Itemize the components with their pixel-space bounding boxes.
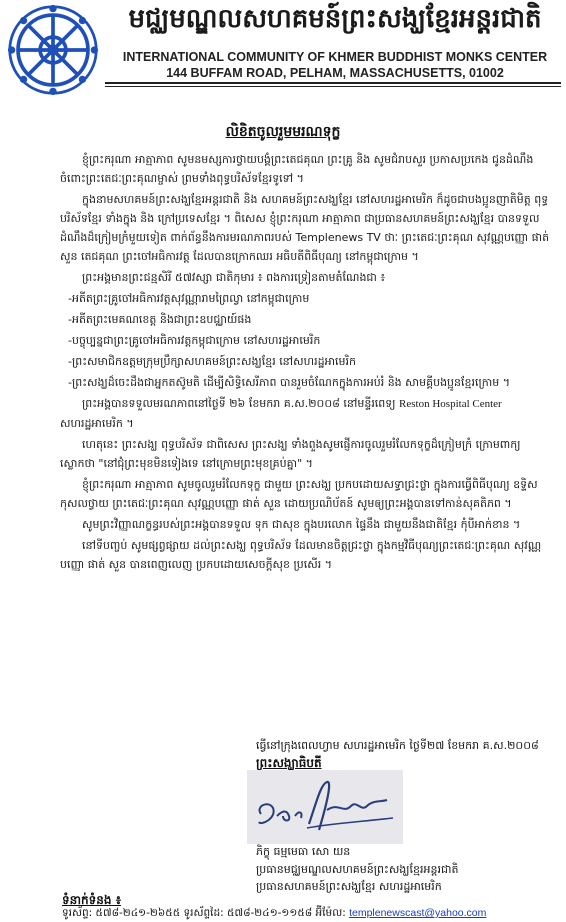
list-item: -ព្រះសង្ឃដ៏ចេះដឹងជាអ្នកតស៊ូមតិ ដើម្បីសិទ្ធិសេរីភាព បានរួមចំណែកក្នុងការអប់រំ និង សាមគ្គីបងប្អូនខ្មែរក្រោម ។ — [68, 376, 510, 389]
paragraph-participation: ខ្ញុំព្រះករុណា អាត្មាភាព សូមចូលរួមរំលែកទុក្ខ ជាមួយ ព្រះសង្ឃ ប្រកបដោយសទ្ធាជ្រះថ្លា ក្នុងការធ្វើពិធីបុណ្យ ឧទ្ទិសកុសលថ្វាយ ព្រះតេជៈព្រះគុណ សុវណ្ណបញ្ញោ ផាត់ សួន ដោយប្រណិប័តន៍ សូមឲ្យព្រះអង្គបានទៅកាន់សុគតិភព ។ — [60, 478, 538, 510]
paragraph-greeting: ខ្ញុំព្រះករុណា អាត្មាភាព សូមនមស្សការថ្វាយបង្គំព្រះតេជគុណ ព្រះគ្រូ និង សូមជំរាបសួរ ប្រកាសប្រកេង ជូនដំណឹងចំពោះព្រះតេជៈព្រះគុណម្ចាស់ ព្រមទាំងពុទ្ធបរិស័ទខ្មែរទូទៅ ។ — [60, 153, 534, 185]
signatory-position: ប្រធានមជ្ឈមណ្ឌលសហគមន៍ព្រះសង្ឃខ្មែរអន្តរជាតិ — [256, 863, 459, 876]
contact-line — [62, 907, 486, 922]
header-title-en: INTERNATIONAL COMMUNITY OF KHMER BUDDHIST MONKS CENTER — [122, 50, 548, 64]
header-divider — [105, 82, 561, 84]
dharma-wheel-icon — [7, 4, 99, 96]
paragraph-death — [60, 394, 550, 433]
list-item: -អតីតព្រះគ្រូចៅអធិការវត្តសុវណ្ណារាមព្រៃល្វា នៅកម្ពុជាក្រោម — [68, 292, 310, 305]
death-text-end: សហរដ្ឋអាមេរិក ។ — [60, 417, 134, 430]
header-title-km: មជ្ឈមណ្ឌលសហគមន៍ព្រះសង្ឃខ្មែរអន្តរជាតិ — [128, 4, 542, 34]
list-item: -បច្ចុប្បន្នជាព្រះគ្រូចៅអធិការវត្តកម្ពុជាក្រោម នៅសហរដ្ឋអាមេរិក — [68, 334, 321, 347]
signature-role: ព្រះសង្ឃាធិបតី — [256, 756, 322, 770]
paragraph-blessing: សូមព្រះវិញ្ញាណក្ខន្ធរបស់ព្រះអង្គបានទទួល ទុក ជាសុខ ក្នុងបរលោក ផ្ទៃនឹង ជាមួយនឹងជាតិខ្មែរ កុំបីអាក់ខាន ។ — [82, 518, 521, 531]
header-address: 144 BUFFAM ROAD, PELHAM, MASSACHUSETTS, 01002 — [166, 66, 504, 80]
list-item: -អតីតព្រះមេគណខេត្ត និងជាព្រះឧបជ្ឈាយ៍ផង — [68, 313, 252, 326]
contact-label: ទំនាក់ទំនង ៖ — [62, 893, 121, 907]
letter-body — [60, 150, 550, 576]
document-title: លិខិតចូលរួមមរណទុក្ខ — [225, 124, 341, 140]
email-link[interactable]: templenewscast@yahoo.com — [349, 907, 487, 919]
list-item: -ព្រះសមាជិកឧត្តមក្រុមប្រឹក្សាសហគមន៍ព្រះសង្ឃខ្មែរ នៅសហរដ្ឋអាមេរិក — [68, 355, 356, 368]
hospital-name: Reston Hospital Center — [399, 398, 502, 410]
header-divider-thin — [105, 86, 561, 87]
handwritten-signature — [247, 770, 403, 844]
signatory-position-2: ប្រធានសហគមន៍ព្រះសង្ឃខ្មែរ សហរដ្ឋអាមេរិក — [256, 880, 442, 893]
paragraph-condolence: ហេតុនេះ ព្រះសង្ឃ ពុទ្ធបរិស័ទ ជាពិសេស ព្រះសង្ឃ ទាំងពួងសូមផ្ញើការចូលរួមរំលែកទុក្ខដ៏ក្រៀមក្រំ ក្រោមពាក្យស្លោកថា "នៅជុំព្រះមុខមិនទៀងទេ នៅក្រោមព្រះមុខគ្រប់គ្នា" ។ — [60, 438, 521, 470]
signature-date: ធ្វើនៅក្រុងពេលហ្វាម សហរដ្ឋអាមេរិក ថ្ងៃទី២៧ ខែមករា គ.ស.២០០៨ — [256, 739, 539, 752]
paragraph-closing: នៅទីបញ្ចប់ សូមផ្សព្វផ្សាយ ដល់ព្រះសង្ឃ ពុទ្ធបរិស័ទ ដែលមានចិត្តជ្រះថ្លា ក្នុងកម្មវិធីបុណ្យព្រះតេជៈព្រះគុណ សុវណ្ណបញ្ញោ ផាត់ សួន បានពេញលេញ ប្រកបដោយសេចក្ដីសុខ ប្រសើរ ។ — [60, 539, 542, 571]
paragraph-announcement: ក្នុងនាមសហគមន៍ព្រះសង្ឃខ្មែរអន្តរជាតិ និង សហគមន៍ព្រះសង្ឃខ្មែរ នៅសហរដ្ឋអាមេរិក ក៏ដូចជាបងប្អូនញាតិមិត្ត ពុទ្ធបរិស័ទខ្មែរ ទាំងក្នុង និង ក្រៅប្រទេសខ្មែរ ។ ពិសេស ខ្ញុំព្រះករុណា អាត្មាភាព ជាប្រធានសហគមន៍ព្រះសង្ឃខ្មែរ បានទទួលដំណឹងដ៏ក្រៀមក្រំមួយទៀត ពាក់ព័ន្ធនឹងការមរណភាពរបស់ Templenews TV ថាៈ ព្រះតេជៈព្រះគុណ សុវណ្ណបញ្ញោ ផាត់ សួន តេជគុណ ព្រះចៅអធិការវត្ត ដែលបានក្រោកឈរ អធិបតីពិធីបុណ្យ នៅកម្ពុជាក្រោម ។ — [60, 193, 550, 263]
paragraph-biography-intro: ព្រះអង្គមានព្រះជន្មសិរី ៥៧វស្សា ជាតិកុមារ ៖ ពងការទ្រៀនតាមតំណែងជា ៖ — [82, 271, 386, 284]
death-text: ព្រះអង្គបានទទួលមរណភាពនៅថ្ងៃទី ២៦ ខែមករា គ.ស.២០០៨ នៅមន្ទីរពេទ្យ — [82, 397, 396, 410]
contact-phones: ទូរស័ព្ទ: ៥៧៨-២៤១-២៦៥៥ ទូរស័ព្ទដៃ: ៥៧៨-២៤១-១១៥៨ អ៊ីម៉ែល: — [62, 907, 346, 919]
signatory-name: ភិក្ខុ ធម្មមេធា សោ យន — [256, 845, 351, 858]
